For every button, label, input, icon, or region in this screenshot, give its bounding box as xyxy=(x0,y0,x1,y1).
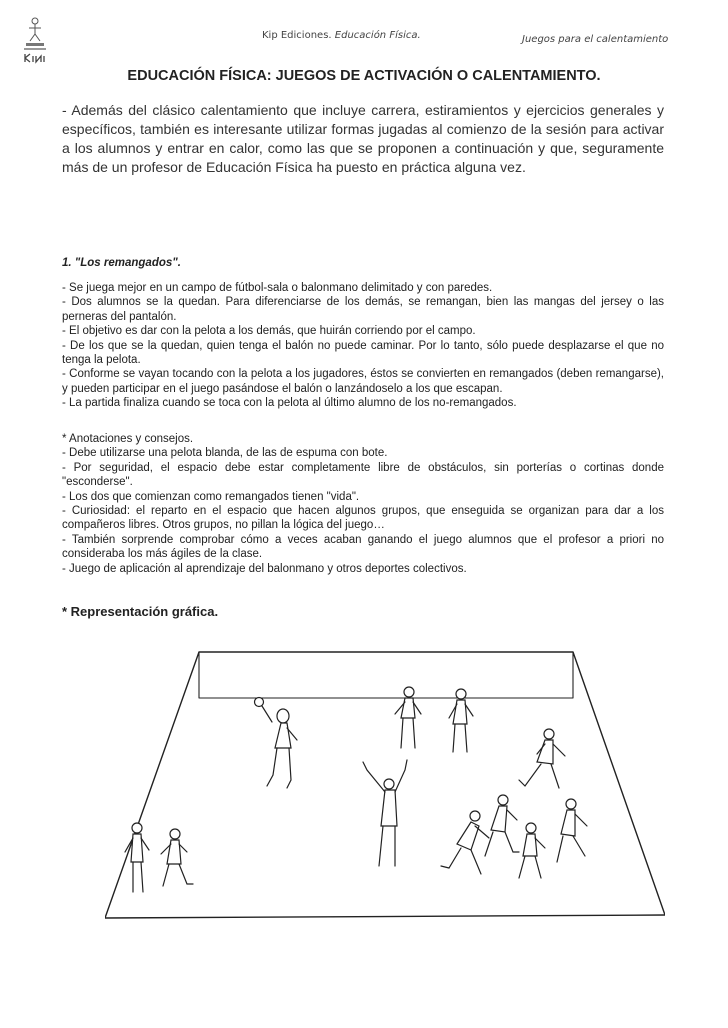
intro-paragraph xyxy=(62,101,664,177)
rule-line: - De los que se la quedan, quien tenga el balón no puede caminar. Por lo tanto, sólo puede desplazarse el que no tenga la pelota. xyxy=(62,339,664,367)
rule-line: - La partida finaliza cuando se toca con la pelota al último alumno de los no-remangados. xyxy=(62,397,517,410)
header-right-title: Juegos para el calentamiento xyxy=(522,34,669,45)
publisher-logo xyxy=(22,16,48,64)
game-rules xyxy=(62,281,664,411)
note-line: - Juego de aplicación al aprendizaje del balonmano y otros deportes colectivos. xyxy=(62,562,467,575)
court-drawing xyxy=(105,630,665,920)
logo-figure-icon xyxy=(22,16,48,64)
rule-line: - El objetivo es dar con la pelota a los demás, que huirán corriendo por el campo. xyxy=(62,325,476,338)
game-title: 1. "Los remangados". xyxy=(62,257,181,269)
rule-line: - Conforme se vayan tocando con la pelota a los jugadores, éstos se convierten en remangados (deben remangarse), y pueden participar en el juego pasándose el balón o lanzándoselo a los que escapan. xyxy=(62,368,664,395)
intro-text: - Además del clásico calentamiento que incluye carrera, estiramientos y ejercicios generales y específicos, también es interesante utilizar formas jugadas al comienzo de la sesión para activar a los alumnos y entrar en calor, como las que se proponen a continuación y que, seguramente más de un profesor de Educación Física ha puesto en práctica alguna vez. xyxy=(62,102,664,175)
header-publisher xyxy=(262,30,421,41)
note-line: - Por seguridad, el espacio debe estar completamente libre de obstáculos, sin porterías o cortinas donde "esconderse". xyxy=(62,461,664,489)
note-line: - También sorprende comprobar cómo a veces acaban ganando el juego alumnos que el profesor a priori no consideraba los más ágiles de la clase. xyxy=(62,533,664,561)
notes-heading: * Anotaciones y consejos. xyxy=(62,433,194,445)
header-publisher-section: Educación Física. xyxy=(334,30,421,41)
court-illustration xyxy=(105,630,665,920)
header-publisher-name: Kip Ediciones. xyxy=(262,30,332,41)
game-notes xyxy=(62,432,664,576)
note-line: - Debe utilizarse una pelota blanda, de las de espuma con bote. xyxy=(62,447,388,460)
rule-line: - Se juega mejor en un campo de fútbol-sala o balonmano delimitado y con paredes. xyxy=(62,282,493,294)
page-title: EDUCACIÓN FÍSICA: JUEGOS DE ACTIVACIÓN O CALENTAMIENTO. xyxy=(127,68,601,84)
rule-line: - Dos alumnos se la quedan. Para diferenciarse de los demás, se remangan, bien las mangas del jersey o las perneras del pantalón. xyxy=(62,296,664,323)
note-line: - Los dos que comienzan como remangados tienen "vida". xyxy=(62,490,360,503)
note-line: - Curiosidad: el reparto en el espacio que hacen algunos grupos, que enseguida se organizan para dar a los compañeros libres. Otros grupos, no pillan la lógica del juego… xyxy=(62,505,664,532)
graphic-title: * Representación gráfica. xyxy=(62,604,219,619)
